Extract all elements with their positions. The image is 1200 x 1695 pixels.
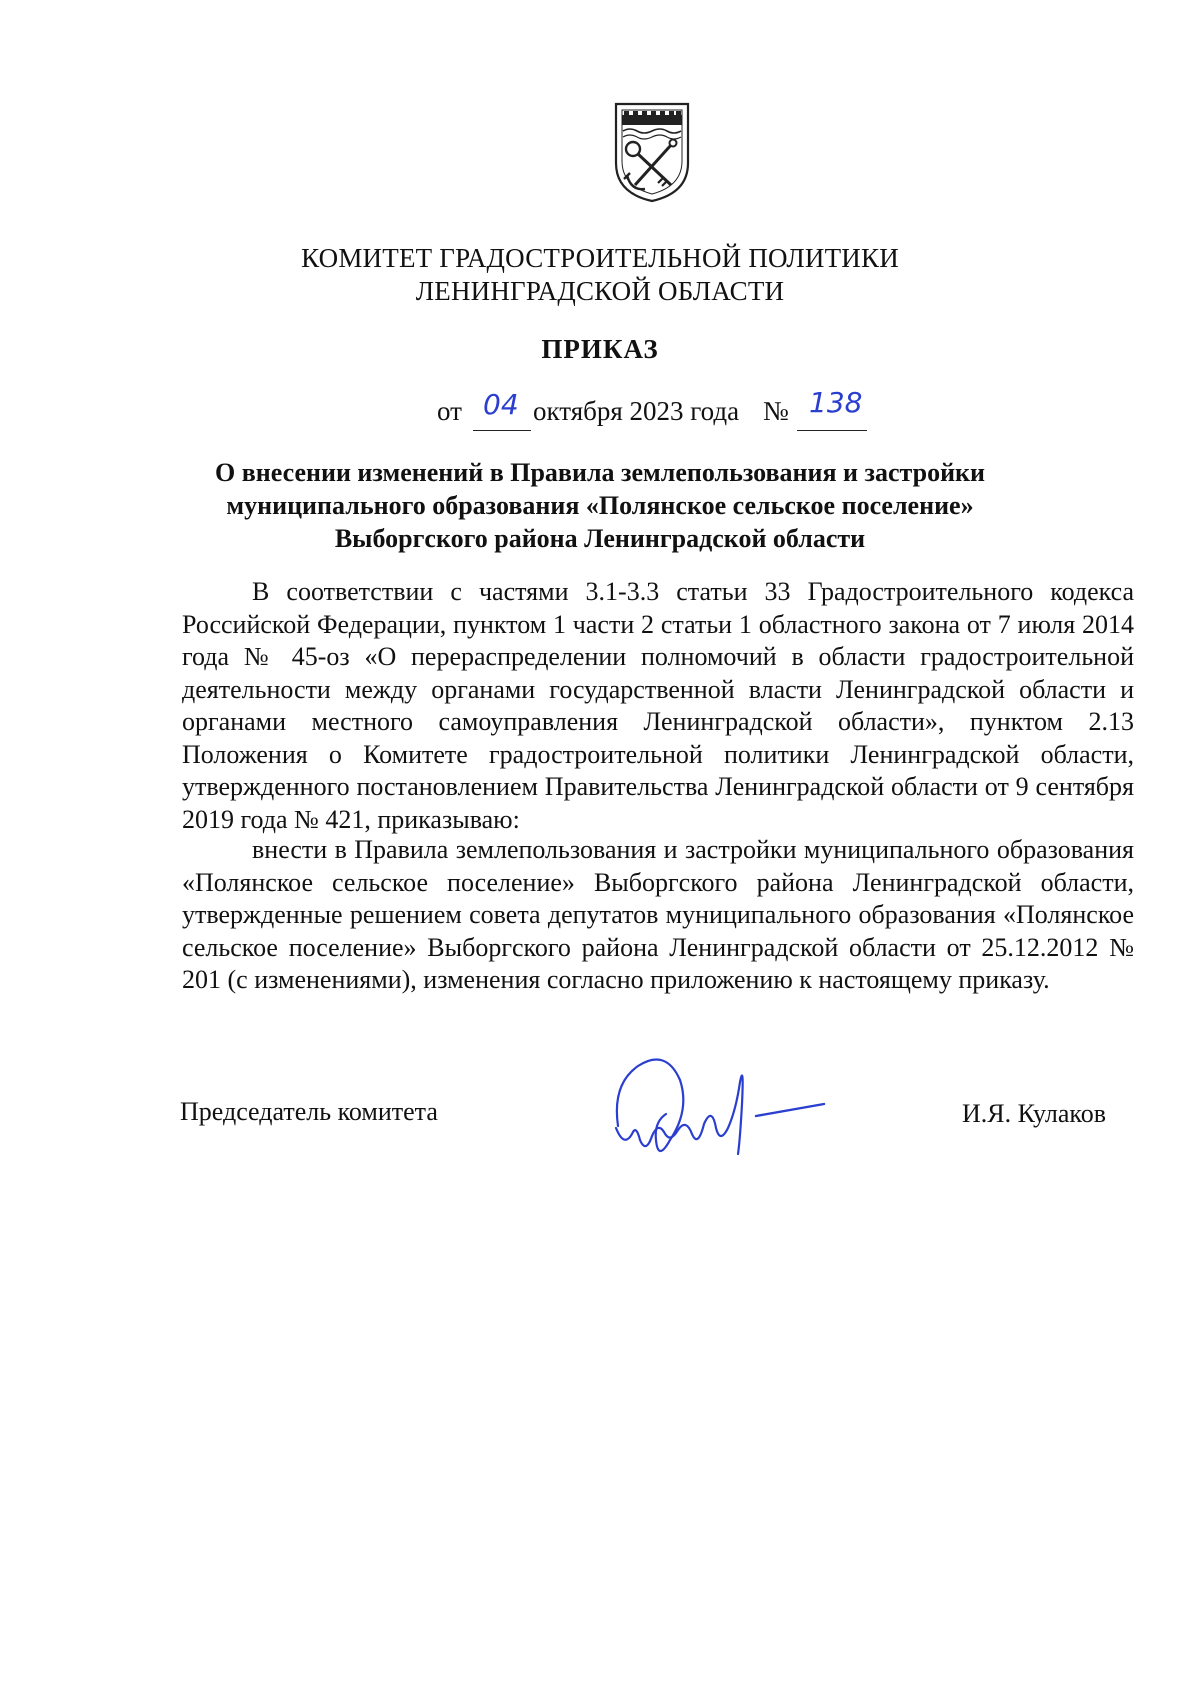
- handwritten-signature: [608, 1044, 858, 1194]
- subject-line1: О внесении изменений в Правила землепользования и застройки: [214, 458, 986, 487]
- committee-name-line2: ЛЕНИНГРАДСКОЙ ОБЛАСТИ: [415, 276, 785, 306]
- order-month-year: октября 2023 года: [533, 396, 740, 426]
- signatory-name: И.Я. Кулаков: [962, 1099, 1106, 1128]
- number-underline: [797, 430, 867, 431]
- document-title: ПРИКАЗ: [541, 334, 659, 364]
- day-underline: [473, 430, 531, 431]
- number-sign: №: [763, 396, 789, 426]
- body-paragraph-2: внести в Правила землепользования и застройки муниципального образования «Полянское сельское поселение» Выборгского района Ленинградской области, утвержденные решением совета депутатов муниципального образования «Полянское сельское поселение» Выборгского района Ленинградской области от 25.12.2012 № 201 (с изменениями), изменения согласно приложению к настоящему приказу.: [182, 835, 1134, 994]
- body-paragraph-1: В соответствии с частями 3.1-3.3 статьи 33 Градостроительного кодекса Российской Федерации, пунктом 1 части 2 статьи 1 областного закона от 7 июля 2014 года № 45-оз «О перераспределении полномочий в области градостроительной деятельности между органами государственной власти Ленинградской области и органами местного самоуправления Ленинградской области», пунктом 2.13 Положения о Комитете градостроительной политики Ленинградской области, утвержденного постановлением Правительства Ленинградской области от 9 сентября 2019 года № 421, приказываю:: [182, 577, 1134, 834]
- committee-name-line1: КОМИТЕТ ГРАДОСТРОИТЕЛЬНОЙ ПОЛИТИКИ: [301, 243, 899, 273]
- coat-of-arms-icon: [613, 101, 691, 203]
- subject-line3: Выборгского района Ленинградской области: [334, 524, 866, 553]
- date-prefix: от: [437, 396, 462, 426]
- order-date-line: [437, 386, 867, 436]
- order-day: 04: [483, 388, 519, 421]
- order-number: 138: [809, 386, 863, 419]
- signatory-position: Председатель комитета: [180, 1097, 438, 1126]
- order-subject: [160, 456, 1040, 555]
- subject-line2: муниципального образования «Полянское сельское поселение»: [226, 491, 974, 520]
